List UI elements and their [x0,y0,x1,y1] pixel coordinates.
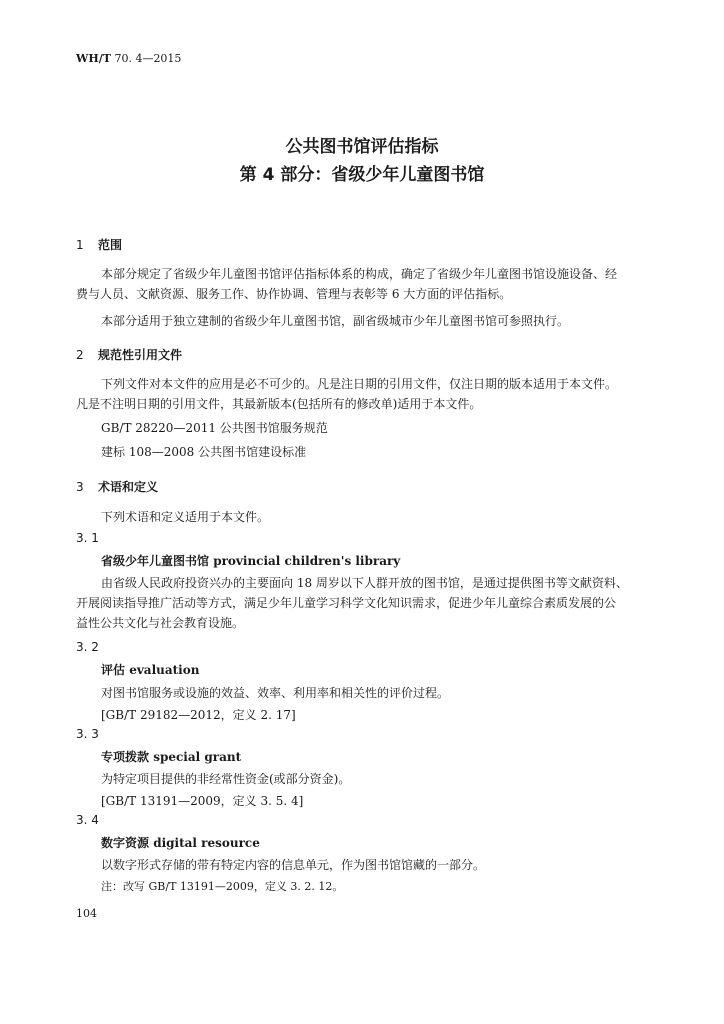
section-title: 规范性引用文件 [98,348,183,362]
term-3-2 [101,661,199,678]
term-en: evaluation [125,663,200,677]
text-line: 本部分规定了省级少年儿童图书馆评估指标体系的构成，确定了省级少年儿童图书馆设施设备、经 [101,267,618,281]
term-number-3-1: 3. 1 [76,531,99,545]
term-number-3-4: 3. 4 [76,813,99,827]
section-2-paragraph [76,374,656,414]
text-line: 凡是不注明日期的引用文件，其最新版本(包括所有的修改单)适用于本文件。 [76,397,482,411]
term-3-1-definition [76,573,656,633]
header-number: 70. 4—2015 [110,52,182,65]
section-number: 3 [76,480,84,494]
section-number: 1 [76,238,84,252]
term-zh: 数字资源 [101,836,150,850]
normative-reference-2: 建标 108—2008 公共图书馆建设标准 [101,445,307,459]
term-3-4 [101,834,260,851]
term-3-2-source: [GB/T 29182—2012，定义 2. 17] [101,708,296,722]
text-line: 开展阅读指导推广活动等方式，满足少年儿童学习科学文化知识需求，促进少年儿童综合素质发展的公 [76,596,617,610]
section-3-heading [76,478,158,495]
term-en: digital resource [149,836,260,850]
header-code: WH/T [76,52,111,65]
page-number: 104 [76,907,97,920]
section-title: 范围 [98,238,123,252]
section-1-paragraph-1 [76,264,656,304]
text-line: 下列文件对本文件的应用是必不可少的。凡是注日期的引用文件，仅注日期的版本适用于本文件。 [101,377,618,391]
term-en: provincial children's library [209,554,401,568]
standard-code-header [76,52,181,65]
term-number-3-2: 3. 2 [76,640,99,654]
normative-reference-1: GB/T 28220—2011 公共图书馆服务规范 [101,421,328,435]
section-3-intro: 下列术语和定义适用于本文件。 [101,510,270,524]
section-title: 术语和定义 [98,480,159,494]
term-3-3 [101,748,241,765]
section-2-heading [76,346,182,363]
term-3-3-definition: 为特定项目提供的非经常性资金(或部分资金)。 [101,772,351,786]
text-line: 益性公共文化与社会教育设施。 [76,616,245,630]
term-zh: 省级少年儿童图书馆 [101,554,210,568]
section-1-paragraph-2: 本部分适用于独立建制的省级少年儿童图书馆，副省级城市少年儿童图书馆可参照执行。 [101,314,570,328]
term-3-4-definition: 以数字形式存储的带有特定内容的信息单元，作为图书馆馆藏的一部分。 [101,858,486,872]
term-3-3-source: [GB/T 13191—2009，定义 3. 5. 4] [101,794,304,808]
term-zh: 评估 [101,663,126,677]
document-subtitle: 第 4 部分：省级少年儿童图书馆 [239,165,485,185]
term-number-3-3: 3. 3 [76,727,99,741]
document-title: 公共图书馆评估指标 [285,137,439,157]
text-line: 由省级人民政府投资兴办的主要面向 18 周岁以下人群开放的图书馆，是通过提供图书等文献资料、 [101,576,628,590]
term-en: special grant [149,750,242,764]
section-1-heading [76,236,122,253]
text-line: 费与人员、文献资源、服务工作、协作协调、管理与表彰等 6 大方面的评估指标。 [76,287,512,301]
term-3-2-definition: 对图书馆服务或设施的效益、效率、利用率和相关性的评价过程。 [101,686,450,700]
term-zh: 专项拨款 [101,750,150,764]
term-3-4-note: 注：改写 GB/T 13191—2009，定义 3. 2. 12。 [101,880,344,893]
term-3-1 [101,552,400,569]
section-number: 2 [76,348,84,362]
